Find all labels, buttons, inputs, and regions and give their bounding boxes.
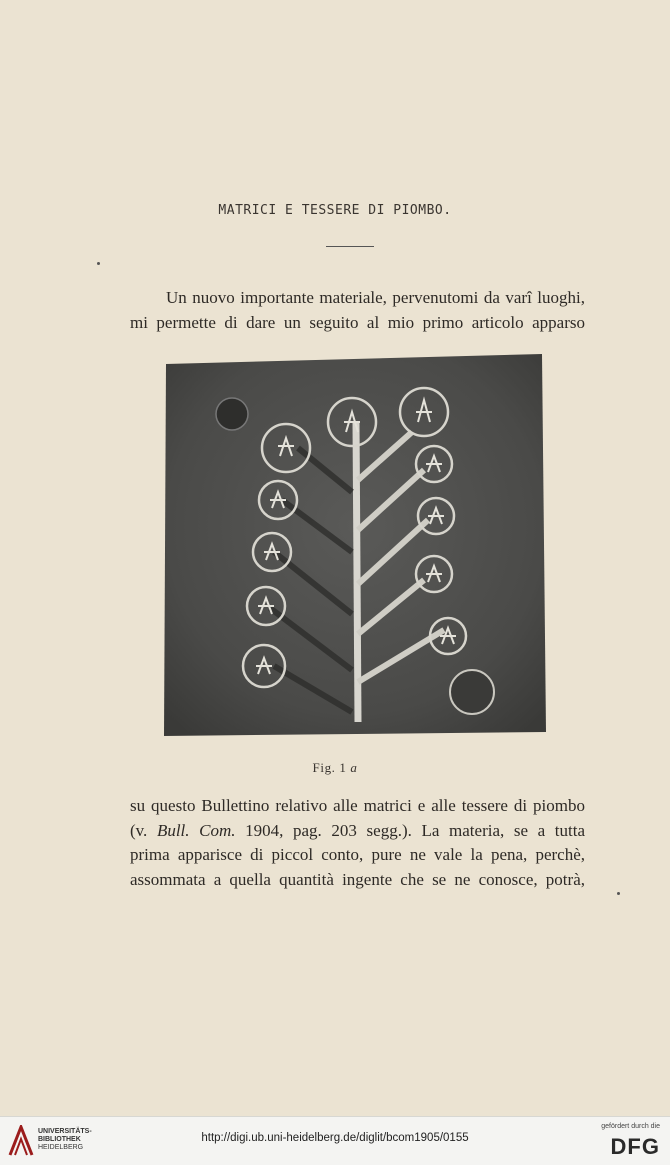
funding-note: gefördert durch die (601, 1123, 660, 1130)
figure-caption (0, 760, 670, 776)
dfg-logo: DFG (610, 1134, 660, 1159)
figure-lead-matrix-photo (162, 352, 546, 736)
paragraph-1 (130, 286, 585, 335)
library-name-line-3: HEIDELBERG (38, 1144, 84, 1151)
speck (617, 892, 620, 895)
paragraph-2 (130, 794, 585, 892)
library-name-line-1: UNIVERSITÄTS- (38, 1128, 92, 1135)
heading-rule (326, 246, 374, 247)
stem (356, 422, 358, 722)
citation-open: (v. (130, 820, 157, 840)
citation-bull: Bull. (156, 820, 190, 840)
citation-com: Com. (199, 820, 236, 840)
paragraph-1-line-1: Un nuovo importante materiale, pervenutomi da varî luoghi, (166, 288, 585, 307)
plain-disc (450, 670, 494, 714)
page-heading: MATRICI E TESSERE DI PIOMBO. (218, 203, 452, 218)
library-name-line-2: BIBLIOTHEK (38, 1136, 81, 1143)
permalink-url[interactable]: http://digi.ub.uni-heidelberg.de/diglit/bcom1905/0155 (201, 1132, 469, 1144)
lead-matrix-image (162, 352, 546, 736)
caption-suffix: a (350, 760, 358, 775)
paragraph-2-line-4: assommata a quella quantità ingente che se ne conosce, potrà, (130, 869, 585, 889)
paragraph-2-line-1: su questo Bullettino relativo alle matrici e alle tessere di piombo (130, 796, 585, 815)
paragraph-2-line-2 (130, 819, 585, 844)
paragraph-2-line-3: prima apparisce di piccol conto, pure ne vale la pena, perchè, (130, 845, 585, 864)
citation-rest: 1904, pag. 203 segg.). La materia, se a tutta (235, 820, 586, 840)
speck (97, 262, 100, 265)
caption-prefix: Fig. 1 (312, 760, 347, 775)
paragraph-1-line-2: mi permette di dare un seguito al mio primo articolo apparso (130, 312, 585, 332)
plain-disc (216, 398, 248, 430)
viewer-footer (0, 1116, 670, 1165)
